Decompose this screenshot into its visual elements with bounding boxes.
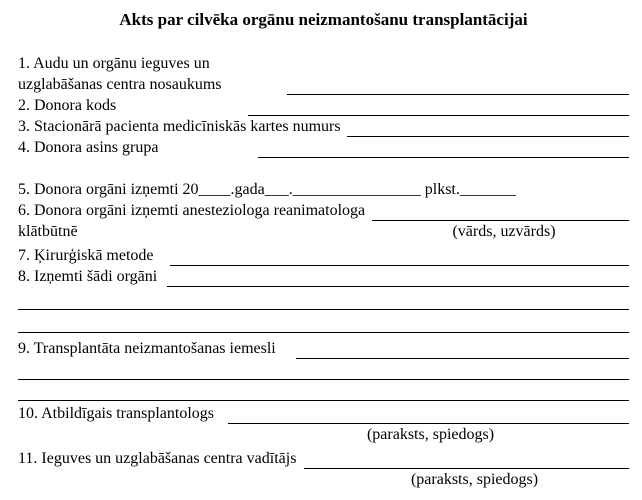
field-row-1	[18, 53, 629, 95]
fill-line-8	[167, 283, 629, 287]
field-row-6-continuation	[18, 221, 629, 242]
field-row-2	[18, 95, 629, 116]
fill-line-9	[296, 355, 629, 359]
field-row-4	[18, 137, 629, 158]
field-row-10	[18, 403, 629, 424]
field-label-2: 2. Donora kods	[18, 97, 117, 114]
fill-line-8-extra-2	[18, 310, 629, 333]
field-row-5	[18, 179, 629, 200]
field-caption-10: (paraksts, spiedogs)	[366, 426, 495, 443]
fill-line-4	[258, 154, 629, 158]
fill-line-8-extra-1	[18, 287, 629, 310]
field-label-1: 1. Audu un orgānu ieguves un uzglabāšanas centra nosaukums	[18, 55, 222, 93]
fill-line-1	[287, 91, 629, 95]
field-caption-6: (vārds, uzvārds)	[452, 223, 556, 240]
field-label-7: 7. Ķirurģiskā metode	[18, 247, 154, 264]
field-label-9: 9. Transplantāta neizmantošanas iemesli	[18, 340, 276, 357]
field-label-4: 4. Donora asins grupa	[18, 139, 159, 156]
field-label-6-continuation: klātbūtnē	[18, 223, 78, 240]
field-label-11: 11. Ieguves un uzglabāšanas centra vadītājs	[18, 450, 297, 467]
field-label-3: 3. Stacionārā pacienta medicīniskās kartes numurs	[18, 118, 341, 135]
field-caption-row-11	[18, 469, 629, 490]
field-label-8: 8. Izņemti šādi orgāni	[18, 268, 158, 285]
field-label-5: 5. Donora orgāni izņemti 20____.gada___.________________ plkst._______	[18, 181, 516, 198]
field-row-3	[18, 116, 629, 137]
field-label-6: 6. Donora orgāni izņemti anesteziologa reanimatologa	[18, 202, 366, 219]
field-row-11	[18, 448, 629, 469]
field-row-8	[18, 266, 629, 287]
field-label-10: 10. Atbildīgais transplantologs	[18, 405, 214, 422]
field-row-6	[18, 200, 629, 221]
field-row-7	[18, 245, 629, 266]
fill-line-3	[347, 133, 629, 137]
fill-line-9-extra-2	[18, 380, 629, 401]
fill-line-7	[170, 262, 629, 266]
field-row-9	[18, 338, 629, 359]
field-caption-11: (paraksts, spiedogs)	[410, 471, 539, 488]
fill-line-9-extra-1	[18, 359, 629, 380]
document-title: Akts par cilvēka orgānu neizmantošanu transplantācijai	[119, 10, 528, 29]
field-caption-row-10	[18, 424, 629, 445]
